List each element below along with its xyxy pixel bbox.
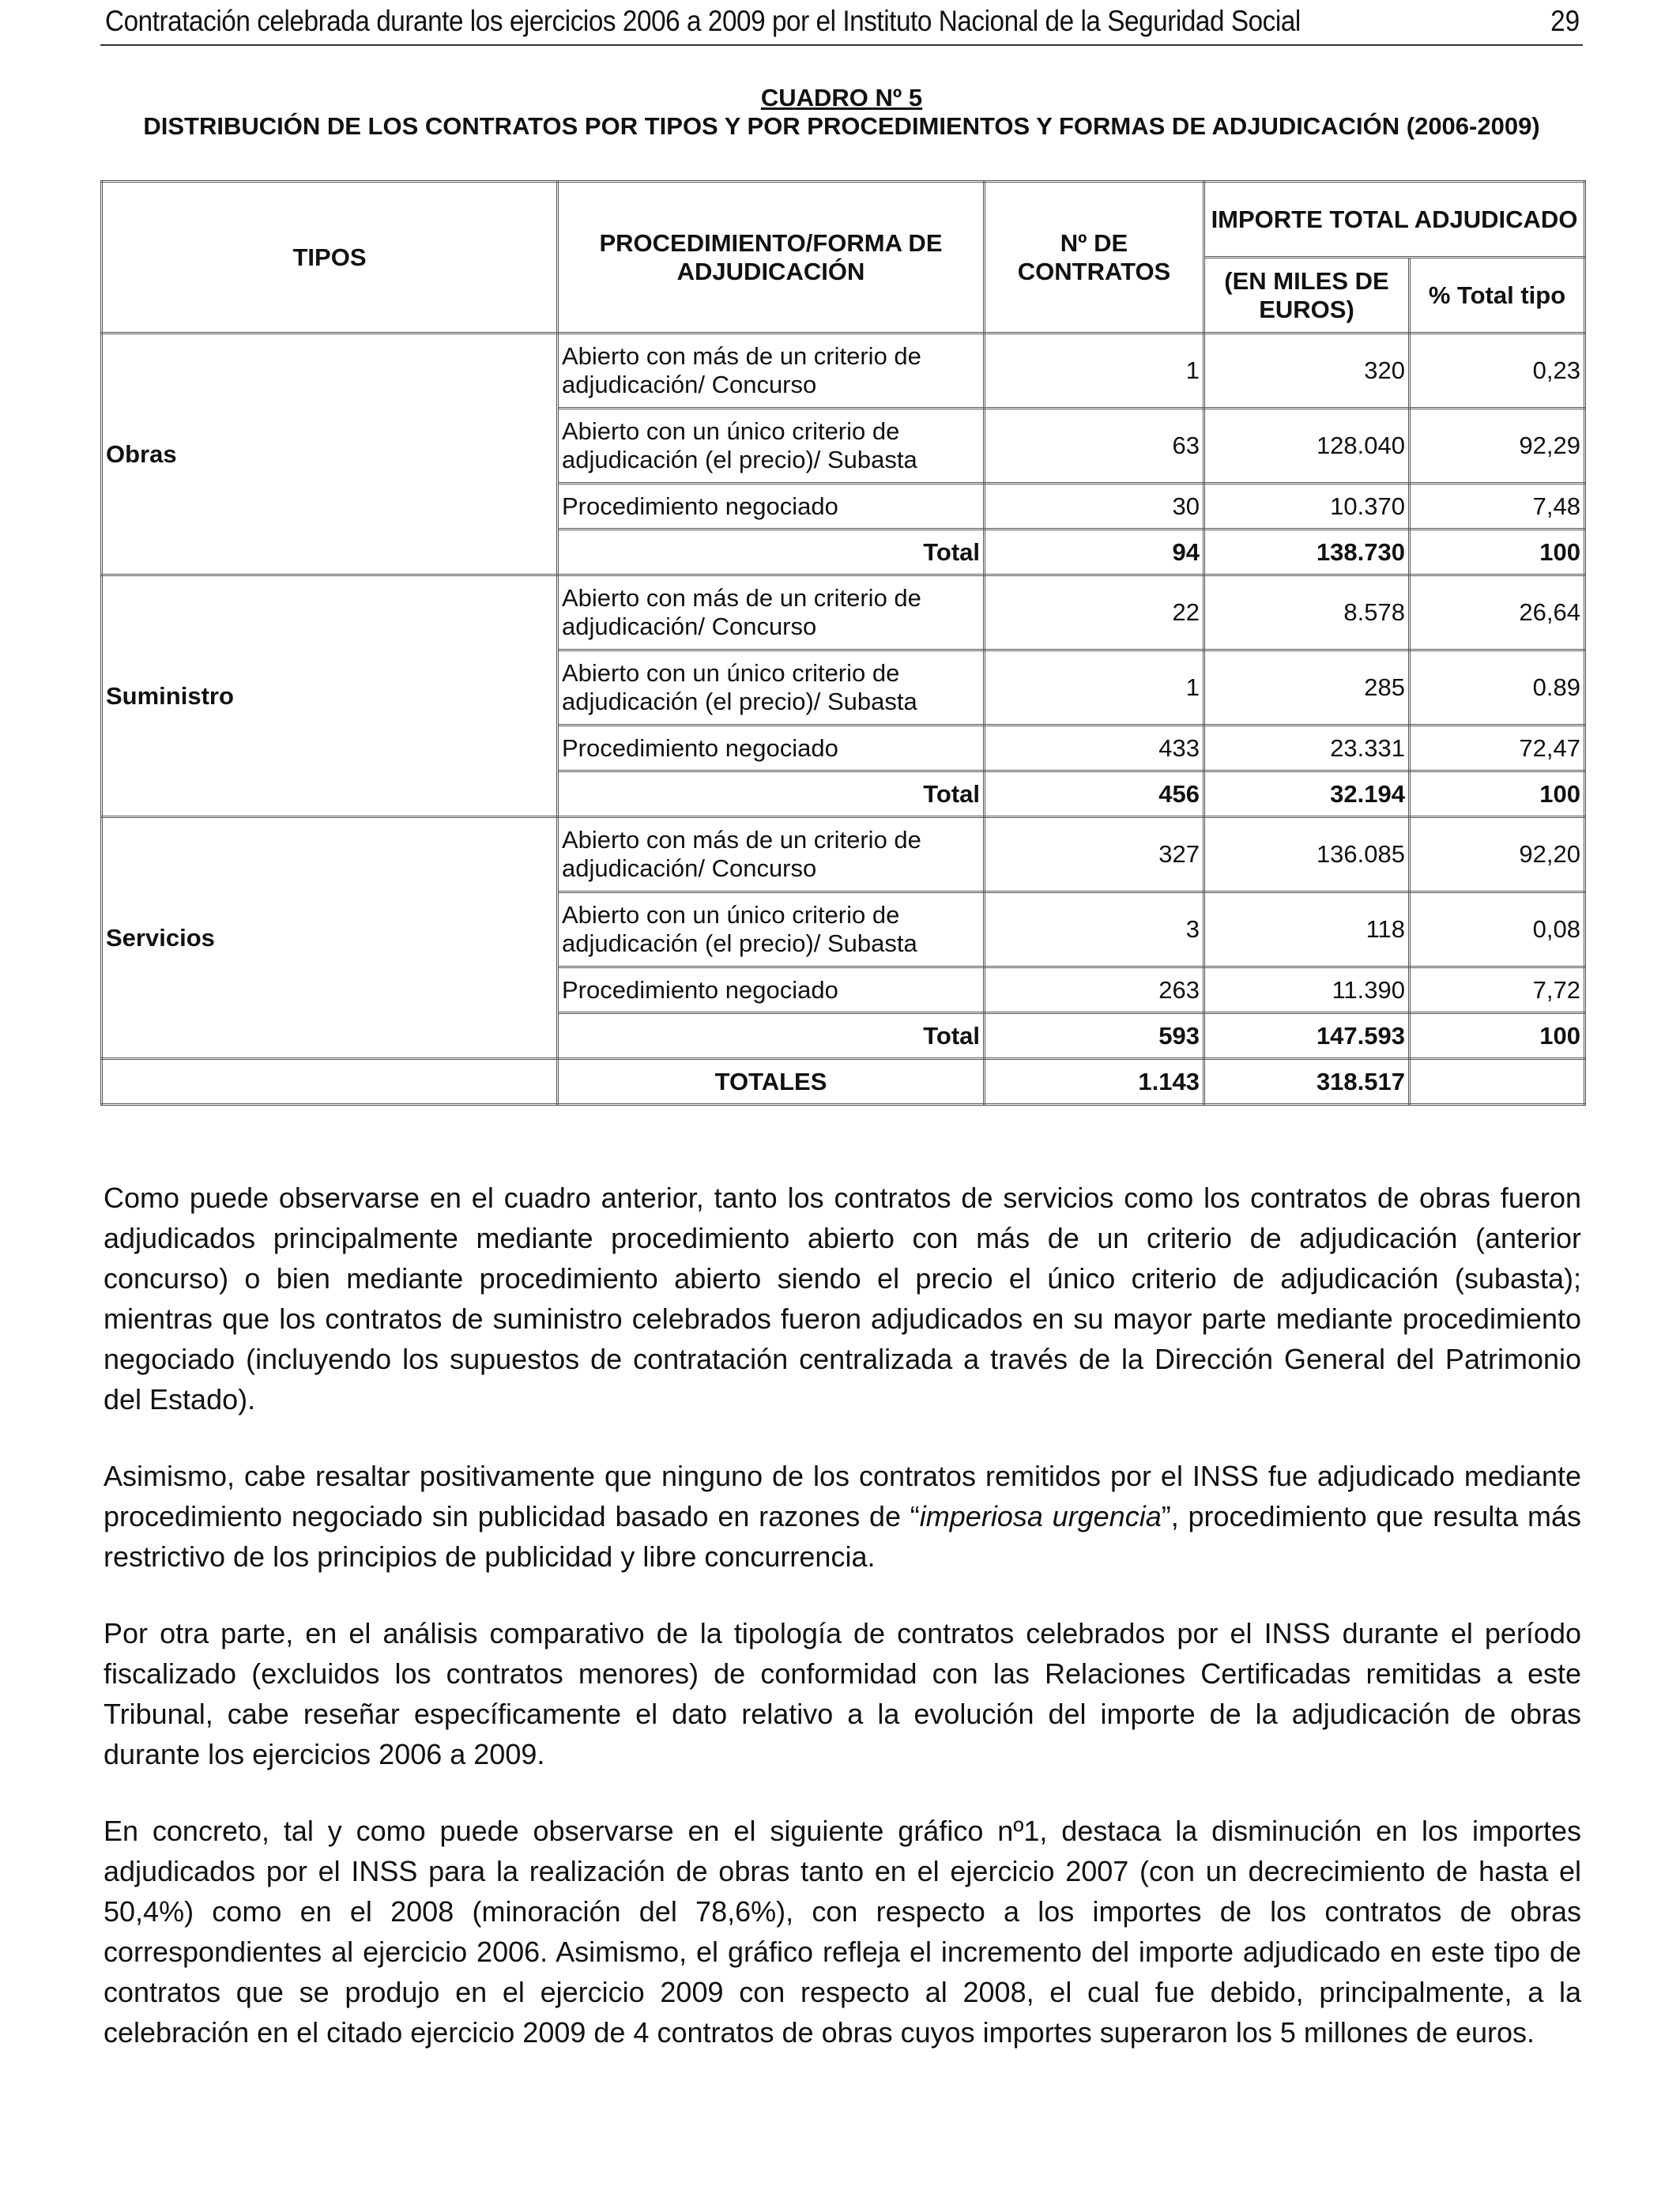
total-label: Total <box>558 1013 985 1059</box>
paragraph: Por otra parte, en el análisis comparativo de la tipología de contratos celebrados por el INSS durante el período fiscalizado (excluidos los contratos menores) de conformidad con las Relaciones Certificadas remitidas a este Tribunal, cabe reseñar específicamente el dato relativo a la evolución del importe de la adjudicación de obras durante los ejercicios 2006 a 2009. <box>104 1617 1581 1770</box>
contratos-cell: 263 <box>985 967 1204 1013</box>
pct-cell: 26,64 <box>1410 575 1585 650</box>
table-row <box>102 334 1585 409</box>
header-tipos: TIPOS <box>102 182 558 334</box>
total-importe: 147.593 <box>1204 1013 1410 1059</box>
totales-contratos: 1.143 <box>985 1059 1204 1105</box>
totales-label: TOTALES <box>558 1059 985 1105</box>
tipo-cell: Suministro <box>102 575 558 817</box>
totales-importe: 318.517 <box>1204 1059 1410 1105</box>
page-header <box>100 0 1583 46</box>
paragraph-text: ”, procedimiento que resulta más restrictivo de los principios de publicidad y libre concurrencia. <box>104 1500 1582 1573</box>
pct-cell: 0.89 <box>1410 650 1585 726</box>
italic-term: imperiosa urgencia <box>919 1500 1162 1532</box>
pct-cell: 92,29 <box>1410 409 1585 484</box>
table-totales-row <box>102 1059 1585 1105</box>
pct-cell: 92,20 <box>1410 817 1585 892</box>
header-miles-euros: (EN MILES DE EUROS) <box>1204 258 1410 334</box>
total-pct: 100 <box>1410 1013 1585 1059</box>
pct-cell: 7,48 <box>1410 484 1585 530</box>
contratos-cell: 433 <box>985 726 1204 771</box>
procedimiento-cell: Abierto con un único criterio de adjudicación (el precio)/ Subasta <box>558 892 985 967</box>
procedimiento-cell: Procedimiento negociado <box>558 726 985 771</box>
importe-cell: 8.578 <box>1204 575 1410 650</box>
contratos-cell: 63 <box>985 409 1204 484</box>
paragraph: Como puede observarse en el cuadro anterior, tanto los contratos de servicios como los contratos de obras fueron adjudicados principalmente mediante procedimiento abierto con más de un criterio de adjudicación (anterior concurso) o bien mediante procedimiento abierto siendo el precio el único criterio de adjudicación (subasta); mientras que los contratos de suministro celebrados fueron adjudicados en su mayor parte mediante procedimiento negociado (incluyendo los supuestos de contratación centralizada a través de la Dirección General del Patrimonio del Estado). <box>104 1182 1581 1416</box>
paragraph: En concreto, tal y como puede observarse en el siguiente gráfico nº1, destaca la disminución en los importes adjudicados por el INSS para la realización de obras tanto en el ejercicio 2007 (con un decrecimiento de hasta el 50,4%) como en el 2008 (minoración del 78,6%), con respecto a los importes de los contratos de obras correspondientes al ejercicio 2006. Asimismo, el gráfico refleja el incremento del importe adjudicado en este tipo de contratos que se produjo en el ejercicio 2009 con respecto al 2008, el cual fue debido, principalmente, a la celebración en el citado ejercicio 2009 de 4 contratos de obras cuyos importes superaron los 5 millones de euros. <box>104 1815 1581 2049</box>
procedimiento-cell: Procedimiento negociado <box>558 967 985 1013</box>
contratos-cell: 1 <box>985 334 1204 409</box>
procedimiento-cell: Abierto con más de un criterio de adjudicación/ Concurso <box>558 817 985 892</box>
header-procedimiento: PROCEDIMIENTO/FORMA DE ADJUDICACIÓN <box>558 182 985 334</box>
empty-cell <box>102 1059 558 1105</box>
total-contratos: 94 <box>985 530 1204 575</box>
total-label: Total <box>558 771 985 817</box>
contratos-cell: 30 <box>985 484 1204 530</box>
total-contratos: 456 <box>985 771 1204 817</box>
pct-cell: 0,08 <box>1410 892 1585 967</box>
contratos-cell: 1 <box>985 650 1204 726</box>
total-label: Total <box>558 530 985 575</box>
page-number: 29 <box>1550 5 1580 37</box>
table-caption-title: DISTRIBUCIÓN DE LOS CONTRATOS POR TIPOS Y POR PROCEDIMIENTOS Y FORMAS DE ADJUDICACIÓN (2006-2009) <box>143 112 1540 140</box>
procedimiento-cell: Abierto con un único criterio de adjudicación (el precio)/ Subasta <box>558 650 985 726</box>
table-row <box>102 817 1585 892</box>
tipo-cell: Obras <box>102 334 558 575</box>
procedimiento-cell: Abierto con más de un criterio de adjudicación/ Concurso <box>558 575 985 650</box>
importe-cell: 136.085 <box>1204 817 1410 892</box>
importe-cell: 320 <box>1204 334 1410 409</box>
procedimiento-cell: Procedimiento negociado <box>558 484 985 530</box>
table-row <box>102 575 1585 650</box>
empty-cell <box>1410 1059 1585 1105</box>
total-pct: 100 <box>1410 530 1585 575</box>
contratos-cell: 3 <box>985 892 1204 967</box>
contracts-table <box>100 180 1586 1106</box>
total-importe: 32.194 <box>1204 771 1410 817</box>
importe-cell: 23.331 <box>1204 726 1410 771</box>
paragraph <box>104 1456 1581 1577</box>
paragraph-text: Asimismo, cabe resaltar positivamente que ninguno de los contratos remitidos por el INSS fue adjudicado mediante procedimiento negociado sin publicidad basado en razones de “ <box>104 1460 1581 1532</box>
body-text <box>104 1178 1581 2089</box>
contratos-cell: 22 <box>985 575 1204 650</box>
importe-cell: 10.370 <box>1204 484 1410 530</box>
importe-cell: 11.390 <box>1204 967 1410 1013</box>
importe-cell: 118 <box>1204 892 1410 967</box>
importe-cell: 128.040 <box>1204 409 1410 484</box>
procedimiento-cell: Abierto con un único criterio de adjudicación (el precio)/ Subasta <box>558 409 985 484</box>
contratos-cell: 327 <box>985 817 1204 892</box>
header-num-contratos: Nº DE CONTRATOS <box>985 182 1204 334</box>
importe-cell: 285 <box>1204 650 1410 726</box>
procedimiento-cell: Abierto con más de un criterio de adjudicación/ Concurso <box>558 334 985 409</box>
pct-cell: 7,72 <box>1410 967 1585 1013</box>
header-importe-total: IMPORTE TOTAL ADJUDICADO <box>1204 182 1585 258</box>
pct-cell: 0,23 <box>1410 334 1585 409</box>
header-pct-total-tipo: % Total tipo <box>1410 258 1585 334</box>
total-pct: 100 <box>1410 771 1585 817</box>
pct-cell: 72,47 <box>1410 726 1585 771</box>
tipo-cell: Servicios <box>102 817 558 1059</box>
table-caption-number: CUADRO Nº 5 <box>760 84 923 111</box>
total-contratos: 593 <box>985 1013 1204 1059</box>
running-header-title: Contratación celebrada durante los ejercicios 2006 a 2009 por el Instituto Nacional de la Seguridad Social <box>105 5 1301 37</box>
total-importe: 138.730 <box>1204 530 1410 575</box>
